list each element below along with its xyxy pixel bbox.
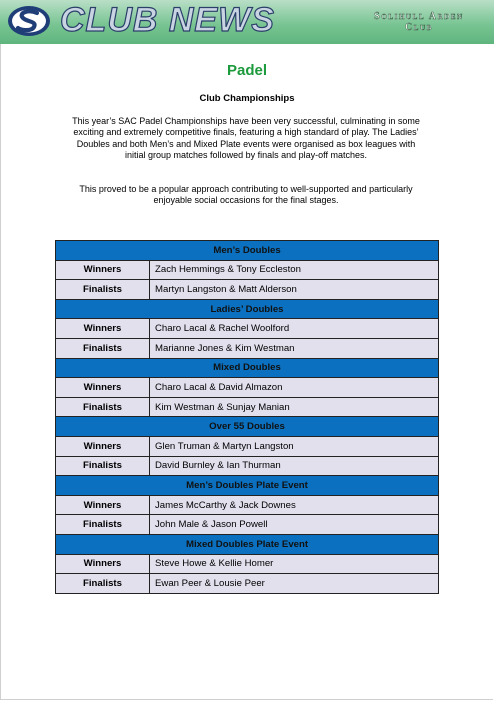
banner-title: CLUB NEWS [60,1,275,39]
winners-names: Charo Lacal & David Almazon [150,378,439,398]
finalists-label: Finalists [56,338,150,358]
finalists-label: Finalists [56,280,150,300]
category-heading: Men’s Doubles Plate Event [56,476,439,496]
winners-row [56,378,439,398]
finalists-names: Martyn Langston & Matt Alderson [150,280,439,300]
article-title: Padel [226,62,268,79]
finalists-names: Ewan Peer & Lousie Peer [150,574,439,594]
intro-paragraph: This year’s SAC Padel Championships have been very successful, culminating in some exciting and extremely competitive finals, featuring a high standard of play. The Ladies’ Doubles and both Men’s and Mixed Plate events were organised as box leagues with initial group matches followed by finals and play-off matches. [72,116,420,161]
winners-label: Winners [56,260,150,280]
winners-names: Glen Truman & Martyn Langston [150,436,439,456]
winners-label: Winners [56,378,150,398]
category-row [56,476,439,496]
finalists-names: Marianne Jones & Kim Westman [150,338,439,358]
winners-names: James McCarthy & Jack Downes [150,495,439,515]
banner-subtitle-line1: Solihull Arden [374,11,464,22]
banner-subtitle [354,11,484,33]
finalists-row [56,338,439,358]
category-row [56,534,439,554]
winners-names: Zach Hemmings & Tony Eccleston [150,260,439,280]
winners-label: Winners [56,436,150,456]
category-row [56,358,439,378]
finalists-row [56,397,439,417]
finalists-row [56,456,439,476]
category-row [56,299,439,319]
category-row [56,241,439,261]
results-table [55,240,439,594]
winners-label: Winners [56,495,150,515]
category-heading: Mixed Doubles Plate Event [56,534,439,554]
category-heading: Men’s Doubles [56,241,439,261]
winners-label: Winners [56,319,150,339]
finalists-label: Finalists [56,397,150,417]
winners-names: Steve Howe & Kellie Homer [150,554,439,574]
finalists-names: John Male & Jason Powell [150,515,439,535]
finalists-label: Finalists [56,574,150,594]
category-heading: Over 55 Doubles [56,417,439,437]
club-news-banner [0,0,494,44]
finalists-label: Finalists [56,456,150,476]
winners-row [56,260,439,280]
winners-label: Winners [56,554,150,574]
winners-names: Charo Lacal & Rachel Woolford [150,319,439,339]
category-heading: Mixed Doubles [56,358,439,378]
winners-row [56,495,439,515]
winners-row [56,554,439,574]
finalists-row [56,574,439,594]
finalists-row [56,280,439,300]
summary-paragraph: This proved to be a popular approach contributing to well-supported and particularly enjoyable social occasions for the final stages. [79,184,413,206]
winners-row [56,436,439,456]
winners-row [56,319,439,339]
category-heading: Ladies’ Doubles [56,299,439,319]
club-swoosh-logo-icon [6,4,52,38]
finalists-label: Finalists [56,515,150,535]
finalists-row [56,515,439,535]
banner-subtitle-line2: Club [404,22,433,33]
article-subtitle: Club Championships [199,93,295,104]
finalists-names: David Burnley & Ian Thurman [150,456,439,476]
category-row [56,417,439,437]
finalists-names: Kim Westman & Sunjay Manian [150,397,439,417]
